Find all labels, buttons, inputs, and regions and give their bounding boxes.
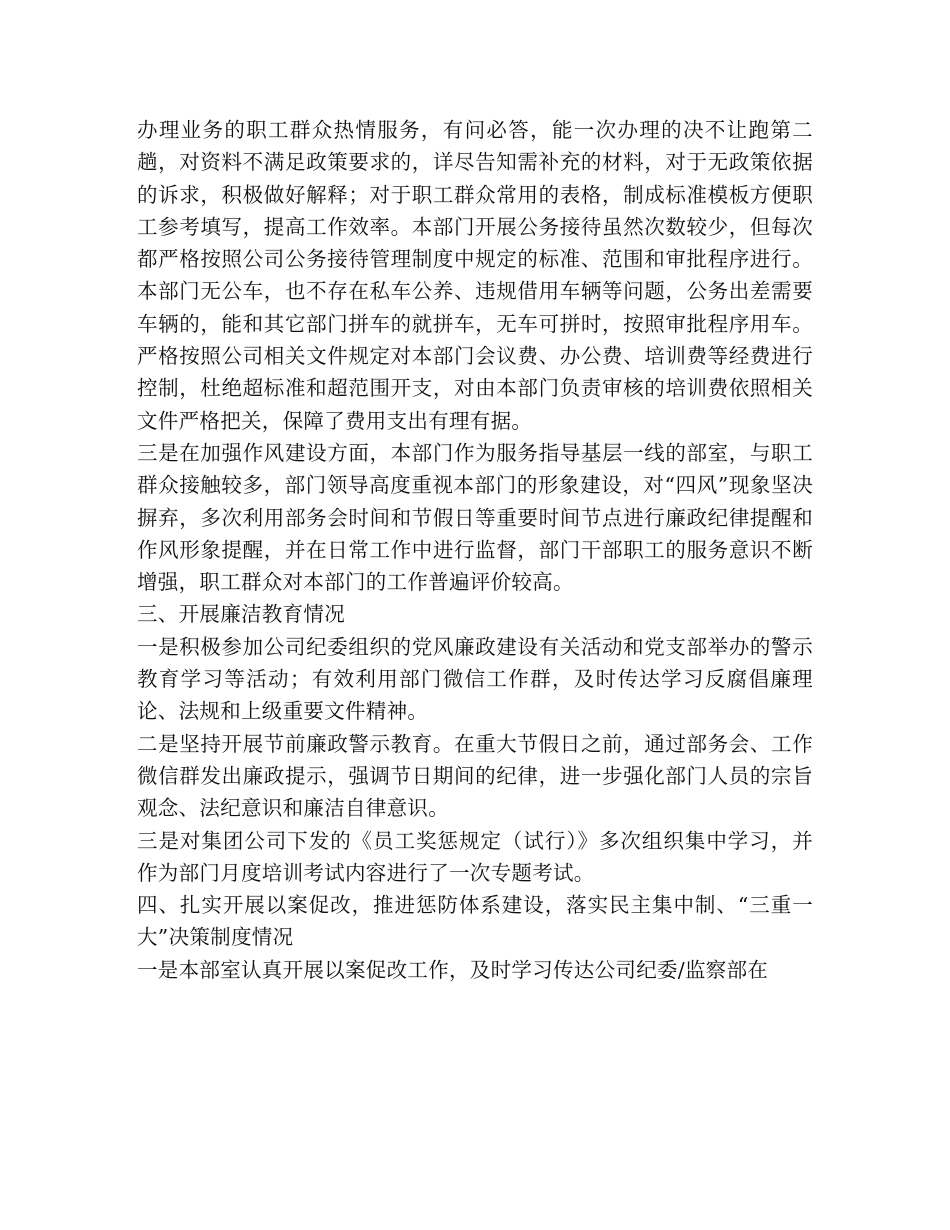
section-heading-case-reform: 四、扎实开展以案促改，推进惩防体系建设，落实民主集中制、“三重一大”决策制度情况 xyxy=(137,893,813,950)
paragraph-party-activities: 一是积极参加公司纪委组织的党风廉政建设有关活动和党支部举办的警示教育学习等活动；有效利用部门微信工作群，及时传达学习反腐倡廉理论、法规和上级重要文件精神。 xyxy=(137,634,813,724)
document-body xyxy=(137,114,813,986)
paragraph-case-reform-work: 一是本部室认真开展以案促改工作，及时学习传达公司纪委/监察部在 xyxy=(137,957,769,982)
paragraph-service-and-expenses: 办理业务的职工群众热情服务，有问必答，能一次办理的决不让跑第二趟，对资料不满足政策要求的，详尽告知需补充的材料，对于无政策依据的诉求，积极做好解释；对于职工群众常用的表格，制成标准模板方便职工参考填写，提高工作效率。本部门开展公务接待虽然次数较少，但每次都严格按照公司公务接待管理制度中规定的标准、范围和审批程序进行。本部门无公车，也不存在私车公养、违规借用车辆等问题，公务出差需要车辆的，能和其它部门拼车的就拼车，无车可拼时，按照审批程序用车。严格按照公司相关文件规定对本部门会议费、办公费、培训费等经费进行控制，杜绝超标准和超范围开支，对由本部门负责审核的培训费依照相关文件严格把关，保障了费用支出有理有据。 xyxy=(137,118,813,433)
section-heading-integrity-education: 三、开展廉洁教育情况 xyxy=(137,602,345,627)
paragraph-work-style: 三是在加强作风建设方面，本部门作为服务指导基层一线的部室，与职工群众接触较多，部门领导高度重视本部门的形象建设，对“四风”现象坚决摒弃，多次利用部务会时间和节假日等重要时间节点进行廉政纪律提醒和作风形象提醒，并在日常工作中进行监督，部门干部职工的服务意识不断增强，职工群众对本部门的工作普遍评价较高。 xyxy=(137,440,813,595)
paragraph-regulation-study: 三是对集团公司下发的《员工奖惩规定（试行）》多次组织集中学习，并作为部门月度培训考试内容进行了一次专题考试。 xyxy=(137,828,813,885)
paragraph-holiday-warning: 二是坚持开展节前廉政警示教育。在重大节假日之前，通过部务会、工作微信群发出廉政提示，强调节日期间的纪律，进一步强化部门人员的宗旨观念、法纪意识和廉洁自律意识。 xyxy=(137,731,813,821)
